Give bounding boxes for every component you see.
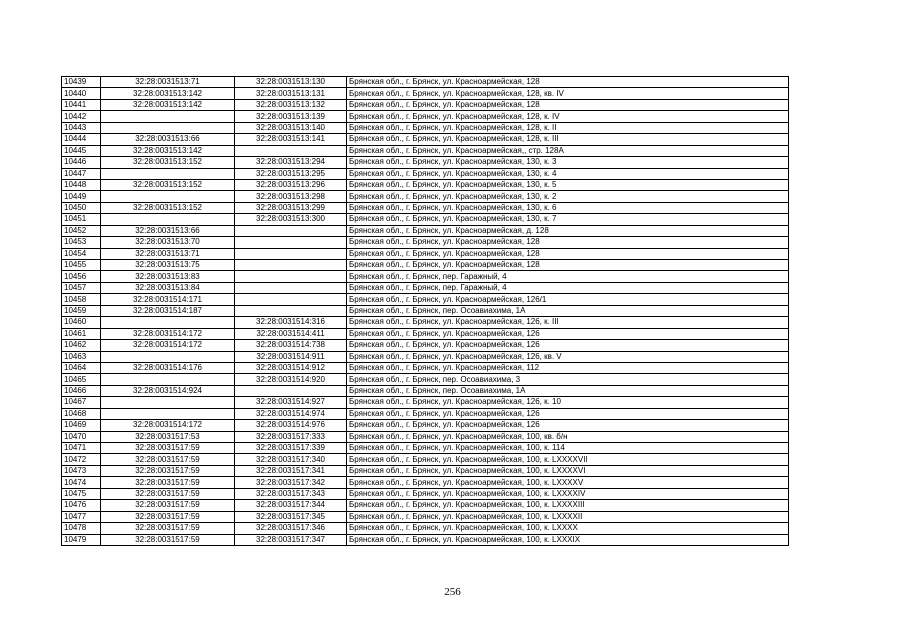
parcel-cadastral-number-cell: 32:28:0031517:59: [101, 511, 235, 522]
address-cell: Брянская обл., г. Брянск, ул. Красноармейская, 126, к. 10: [347, 397, 789, 408]
row-number-cell: 10447: [62, 168, 101, 179]
object-cadastral-number-cell: 32:28:0031514:911: [235, 351, 347, 362]
parcel-cadastral-number-cell: [101, 351, 235, 362]
row-number-cell: 10464: [62, 362, 101, 373]
table-row: [62, 202, 789, 213]
row-number-cell: 10448: [62, 179, 101, 190]
parcel-cadastral-number-cell: 32:28:0031514:176: [101, 362, 235, 373]
registry-table-body: [62, 77, 789, 546]
address-cell: Брянская обл., г. Брянск, ул. Красноармейская, 112: [347, 362, 789, 373]
row-number-cell: 10468: [62, 408, 101, 419]
parcel-cadastral-number-cell: 32:28:0031513:83: [101, 271, 235, 282]
object-cadastral-number-cell: 32:28:0031513:295: [235, 168, 347, 179]
row-number-cell: 10462: [62, 340, 101, 351]
object-cadastral-number-cell: [235, 282, 347, 293]
parcel-cadastral-number-cell: [101, 191, 235, 202]
table-row: [62, 260, 789, 271]
parcel-cadastral-number-cell: [101, 122, 235, 133]
table-row: [62, 374, 789, 385]
object-cadastral-number-cell: 32:28:0031513:294: [235, 157, 347, 168]
table-row: [62, 179, 789, 190]
table-row: [62, 294, 789, 305]
parcel-cadastral-number-cell: 32:28:0031514:172: [101, 340, 235, 351]
row-number-cell: 10472: [62, 454, 101, 465]
object-cadastral-number-cell: 32:28:0031514:411: [235, 328, 347, 339]
parcel-cadastral-number-cell: [101, 397, 235, 408]
address-cell: Брянская обл., г. Брянск, ул. Красноармейская, 128: [347, 237, 789, 248]
object-cadastral-number-cell: 32:28:0031517:340: [235, 454, 347, 465]
row-number-cell: 10444: [62, 134, 101, 145]
row-number-cell: 10476: [62, 500, 101, 511]
row-number-cell: 10456: [62, 271, 101, 282]
address-cell: Брянская обл., г. Брянск, ул. Красноармейская, 126: [347, 328, 789, 339]
table-row: [62, 351, 789, 362]
object-cadastral-number-cell: 32:28:0031517:341: [235, 465, 347, 476]
table-row: [62, 408, 789, 419]
address-cell: Брянская обл., г. Брянск, ул. Красноармейская, 100, к. LXXXXII: [347, 511, 789, 522]
object-cadastral-number-cell: 32:28:0031514:738: [235, 340, 347, 351]
row-number-cell: 10455: [62, 260, 101, 271]
row-number-cell: 10475: [62, 488, 101, 499]
row-number-cell: 10457: [62, 282, 101, 293]
parcel-cadastral-number-cell: 32:28:0031513:152: [101, 179, 235, 190]
object-cadastral-number-cell: 32:28:0031514:927: [235, 397, 347, 408]
parcel-cadastral-number-cell: 32:28:0031513:142: [101, 145, 235, 156]
object-cadastral-number-cell: 32:28:0031517:346: [235, 523, 347, 534]
object-cadastral-number-cell: 32:28:0031513:132: [235, 99, 347, 110]
table-row: [62, 500, 789, 511]
object-cadastral-number-cell: [235, 271, 347, 282]
parcel-cadastral-number-cell: 32:28:0031517:59: [101, 465, 235, 476]
row-number-cell: 10478: [62, 523, 101, 534]
row-number-cell: 10459: [62, 305, 101, 316]
table-row: [62, 111, 789, 122]
table-row: [62, 77, 789, 88]
row-number-cell: 10467: [62, 397, 101, 408]
row-number-cell: 10439: [62, 77, 101, 88]
row-number-cell: 10470: [62, 431, 101, 442]
parcel-cadastral-number-cell: 32:28:0031517:59: [101, 523, 235, 534]
address-cell: Брянская обл., г. Брянск, пер. Гаражный, 4: [347, 271, 789, 282]
parcel-cadastral-number-cell: 32:28:0031513:142: [101, 88, 235, 99]
object-cadastral-number-cell: [235, 260, 347, 271]
parcel-cadastral-number-cell: 32:28:0031514:172: [101, 420, 235, 431]
row-number-cell: 10474: [62, 477, 101, 488]
object-cadastral-number-cell: 32:28:0031517:345: [235, 511, 347, 522]
address-cell: Брянская обл., г. Брянск, ул. Красноармейская, 128: [347, 77, 789, 88]
parcel-cadastral-number-cell: 32:28:0031513:84: [101, 282, 235, 293]
parcel-cadastral-number-cell: 32:28:0031513:152: [101, 157, 235, 168]
address-cell: Брянская обл., г. Брянск, ул. Красноармейская, 130, к. 2: [347, 191, 789, 202]
parcel-cadastral-number-cell: 32:28:0031517:53: [101, 431, 235, 442]
object-cadastral-number-cell: 32:28:0031513:296: [235, 179, 347, 190]
parcel-cadastral-number-cell: 32:28:0031517:59: [101, 500, 235, 511]
table-row: [62, 328, 789, 339]
object-cadastral-number-cell: 32:28:0031514:974: [235, 408, 347, 419]
table-row: [62, 214, 789, 225]
address-cell: Брянская обл., г. Брянск, пер. Осоавиахима, 3: [347, 374, 789, 385]
parcel-cadastral-number-cell: 32:28:0031513:152: [101, 202, 235, 213]
parcel-cadastral-number-cell: 32:28:0031513:66: [101, 225, 235, 236]
table-row: [62, 385, 789, 396]
object-cadastral-number-cell: [235, 237, 347, 248]
parcel-cadastral-number-cell: 32:28:0031513:70: [101, 237, 235, 248]
parcel-cadastral-number-cell: [101, 374, 235, 385]
object-cadastral-number-cell: 32:28:0031517:333: [235, 431, 347, 442]
address-cell: Брянская обл., г. Брянск, ул. Красноармейская, 128: [347, 260, 789, 271]
address-cell: Брянская обл., г. Брянск, ул. Красноармейская, 130, к. 6: [347, 202, 789, 213]
address-cell: Брянская обл., г. Брянск, ул. Красноармейская, 100, к. LXXXXIII: [347, 500, 789, 511]
table-row: [62, 523, 789, 534]
table-row: [62, 134, 789, 145]
address-cell: Брянская обл., г. Брянск, пер. Осоавиахима, 1А: [347, 305, 789, 316]
row-number-cell: 10441: [62, 99, 101, 110]
address-cell: Брянская обл., г. Брянск, ул. Красноармейская, д. 128: [347, 225, 789, 236]
address-cell: Брянская обл., г. Брянск, ул. Красноармейская, 128, кв. IV: [347, 88, 789, 99]
parcel-cadastral-number-cell: 32:28:0031513:71: [101, 248, 235, 259]
row-number-cell: 10466: [62, 385, 101, 396]
object-cadastral-number-cell: 32:28:0031517:342: [235, 477, 347, 488]
object-cadastral-number-cell: 32:28:0031513:300: [235, 214, 347, 225]
table-row: [62, 511, 789, 522]
address-cell: Брянская обл., г. Брянск, ул. Красноармейская, 130, к. 3: [347, 157, 789, 168]
row-number-cell: 10443: [62, 122, 101, 133]
address-cell: Брянская обл., г. Брянск, ул. Красноармейская, 126: [347, 340, 789, 351]
row-number-cell: 10461: [62, 328, 101, 339]
address-cell: Брянская обл., г. Брянск, ул. Красноармейская, 130, к. 7: [347, 214, 789, 225]
address-cell: Брянская обл., г. Брянск, ул. Красноармейская, 126, кв. V: [347, 351, 789, 362]
parcel-cadastral-number-cell: 32:28:0031517:59: [101, 534, 235, 545]
object-cadastral-number-cell: 32:28:0031517:339: [235, 443, 347, 454]
row-number-cell: 10463: [62, 351, 101, 362]
parcel-cadastral-number-cell: 32:28:0031517:59: [101, 477, 235, 488]
object-cadastral-number-cell: 32:28:0031513:131: [235, 88, 347, 99]
parcel-cadastral-number-cell: 32:28:0031517:59: [101, 488, 235, 499]
row-number-cell: 10440: [62, 88, 101, 99]
table-row: [62, 282, 789, 293]
address-cell: Брянская обл., г. Брянск, ул. Красноармейская, 100, к. 114: [347, 443, 789, 454]
parcel-cadastral-number-cell: 32:28:0031513:71: [101, 77, 235, 88]
table-row: [62, 99, 789, 110]
table-row: [62, 488, 789, 499]
parcel-cadastral-number-cell: [101, 111, 235, 122]
object-cadastral-number-cell: 32:28:0031517:347: [235, 534, 347, 545]
object-cadastral-number-cell: 32:28:0031513:130: [235, 77, 347, 88]
row-number-cell: 10473: [62, 465, 101, 476]
table-row: [62, 157, 789, 168]
table-row: [62, 122, 789, 133]
object-cadastral-number-cell: [235, 248, 347, 259]
address-cell: Брянская обл., г. Брянск, ул. Красноармейская, 130, к. 5: [347, 179, 789, 190]
table-row: [62, 443, 789, 454]
row-number-cell: 10465: [62, 374, 101, 385]
table-row: [62, 168, 789, 179]
parcel-cadastral-number-cell: [101, 168, 235, 179]
parcel-cadastral-number-cell: 32:28:0031517:59: [101, 443, 235, 454]
address-cell: Брянская обл., г. Брянск, ул. Красноармейская, 100, к. LXXXX: [347, 523, 789, 534]
parcel-cadastral-number-cell: 32:28:0031514:172: [101, 328, 235, 339]
row-number-cell: 10454: [62, 248, 101, 259]
address-cell: Брянская обл., г. Брянск, ул. Красноармейская, 100, к. LXXXXVII: [347, 454, 789, 465]
object-cadastral-number-cell: 32:28:0031517:344: [235, 500, 347, 511]
object-cadastral-number-cell: 32:28:0031514:920: [235, 374, 347, 385]
address-cell: Брянская обл., г. Брянск, ул. Красноармейская, 126: [347, 408, 789, 419]
address-cell: Брянская обл., г. Брянск, ул. Красноармейская, 128, к. II: [347, 122, 789, 133]
table-row: [62, 454, 789, 465]
object-cadastral-number-cell: 32:28:0031513:139: [235, 111, 347, 122]
address-cell: Брянская обл., г. Брянск, ул. Красноармейская, 128: [347, 99, 789, 110]
address-cell: Брянская обл., г. Брянск, ул. Красноармейская, 128, к. IV: [347, 111, 789, 122]
address-cell: Брянская обл., г. Брянск, ул. Красноармейская, 100, к. LXXXXVI: [347, 465, 789, 476]
table-row: [62, 340, 789, 351]
object-cadastral-number-cell: 32:28:0031514:912: [235, 362, 347, 373]
row-number-cell: 10449: [62, 191, 101, 202]
table-row: [62, 271, 789, 282]
object-cadastral-number-cell: 32:28:0031513:298: [235, 191, 347, 202]
table-row: [62, 225, 789, 236]
address-cell: Брянская обл., г. Брянск, ул. Красноармейская,, стр. 128А: [347, 145, 789, 156]
object-cadastral-number-cell: [235, 145, 347, 156]
table-row: [62, 420, 789, 431]
row-number-cell: 10450: [62, 202, 101, 213]
row-number-cell: 10452: [62, 225, 101, 236]
table-row: [62, 145, 789, 156]
table-row: [62, 237, 789, 248]
row-number-cell: 10479: [62, 534, 101, 545]
address-cell: Брянская обл., г. Брянск, ул. Красноармейская, 128, к. III: [347, 134, 789, 145]
row-number-cell: 10469: [62, 420, 101, 431]
row-number-cell: 10445: [62, 145, 101, 156]
page-number: 256: [444, 586, 461, 598]
address-cell: Брянская обл., г. Брянск, ул. Красноармейская, 100, кв. б/н: [347, 431, 789, 442]
row-number-cell: 10460: [62, 317, 101, 328]
property-registry-table: [61, 76, 789, 546]
address-cell: Брянская обл., г. Брянск, ул. Красноармейская, 126/1: [347, 294, 789, 305]
table-row: [62, 248, 789, 259]
parcel-cadastral-number-cell: 32:28:0031513:142: [101, 99, 235, 110]
table-row: [62, 191, 789, 202]
table-row: [62, 397, 789, 408]
row-number-cell: 10458: [62, 294, 101, 305]
object-cadastral-number-cell: 32:28:0031517:343: [235, 488, 347, 499]
row-number-cell: 10471: [62, 443, 101, 454]
address-cell: Брянская обл., г. Брянск, пер. Гаражный, 4: [347, 282, 789, 293]
address-cell: Брянская обл., г. Брянск, ул. Красноармейская, 126, к. III: [347, 317, 789, 328]
table-row: [62, 477, 789, 488]
row-number-cell: 10442: [62, 111, 101, 122]
object-cadastral-number-cell: 32:28:0031513:299: [235, 202, 347, 213]
table-row: [62, 305, 789, 316]
object-cadastral-number-cell: [235, 294, 347, 305]
parcel-cadastral-number-cell: 32:28:0031514:187: [101, 305, 235, 316]
address-cell: Брянская обл., г. Брянск, ул. Красноармейская, 100, к. LXXXXV: [347, 477, 789, 488]
parcel-cadastral-number-cell: 32:28:0031513:75: [101, 260, 235, 271]
table-row: [62, 317, 789, 328]
object-cadastral-number-cell: 32:28:0031513:141: [235, 134, 347, 145]
table-row: [62, 88, 789, 99]
address-cell: Брянская обл., г. Брянск, ул. Красноармейская, 100, к. LXXXXIV: [347, 488, 789, 499]
object-cadastral-number-cell: 32:28:0031514:316: [235, 317, 347, 328]
object-cadastral-number-cell: [235, 385, 347, 396]
parcel-cadastral-number-cell: 32:28:0031517:59: [101, 454, 235, 465]
parcel-cadastral-number-cell: [101, 317, 235, 328]
row-number-cell: 10451: [62, 214, 101, 225]
table-row: [62, 534, 789, 545]
object-cadastral-number-cell: [235, 305, 347, 316]
table-row: [62, 465, 789, 476]
address-cell: Брянская обл., г. Брянск, пер. Осоавиахима, 1А: [347, 385, 789, 396]
row-number-cell: 10446: [62, 157, 101, 168]
row-number-cell: 10477: [62, 511, 101, 522]
object-cadastral-number-cell: 32:28:0031513:140: [235, 122, 347, 133]
table-row: [62, 431, 789, 442]
parcel-cadastral-number-cell: 32:28:0031514:171: [101, 294, 235, 305]
address-cell: Брянская обл., г. Брянск, ул. Красноармейская, 126: [347, 420, 789, 431]
address-cell: Брянская обл., г. Брянск, ул. Красноармейская, 100, к. LXXXIX: [347, 534, 789, 545]
address-cell: Брянская обл., г. Брянск, ул. Красноармейская, 128: [347, 248, 789, 259]
object-cadastral-number-cell: [235, 225, 347, 236]
object-cadastral-number-cell: 32:28:0031514:976: [235, 420, 347, 431]
parcel-cadastral-number-cell: 32:28:0031514:924: [101, 385, 235, 396]
parcel-cadastral-number-cell: [101, 408, 235, 419]
parcel-cadastral-number-cell: 32:28:0031513:66: [101, 134, 235, 145]
table-row: [62, 362, 789, 373]
address-cell: Брянская обл., г. Брянск, ул. Красноармейская, 130, к. 4: [347, 168, 789, 179]
parcel-cadastral-number-cell: [101, 214, 235, 225]
row-number-cell: 10453: [62, 237, 101, 248]
